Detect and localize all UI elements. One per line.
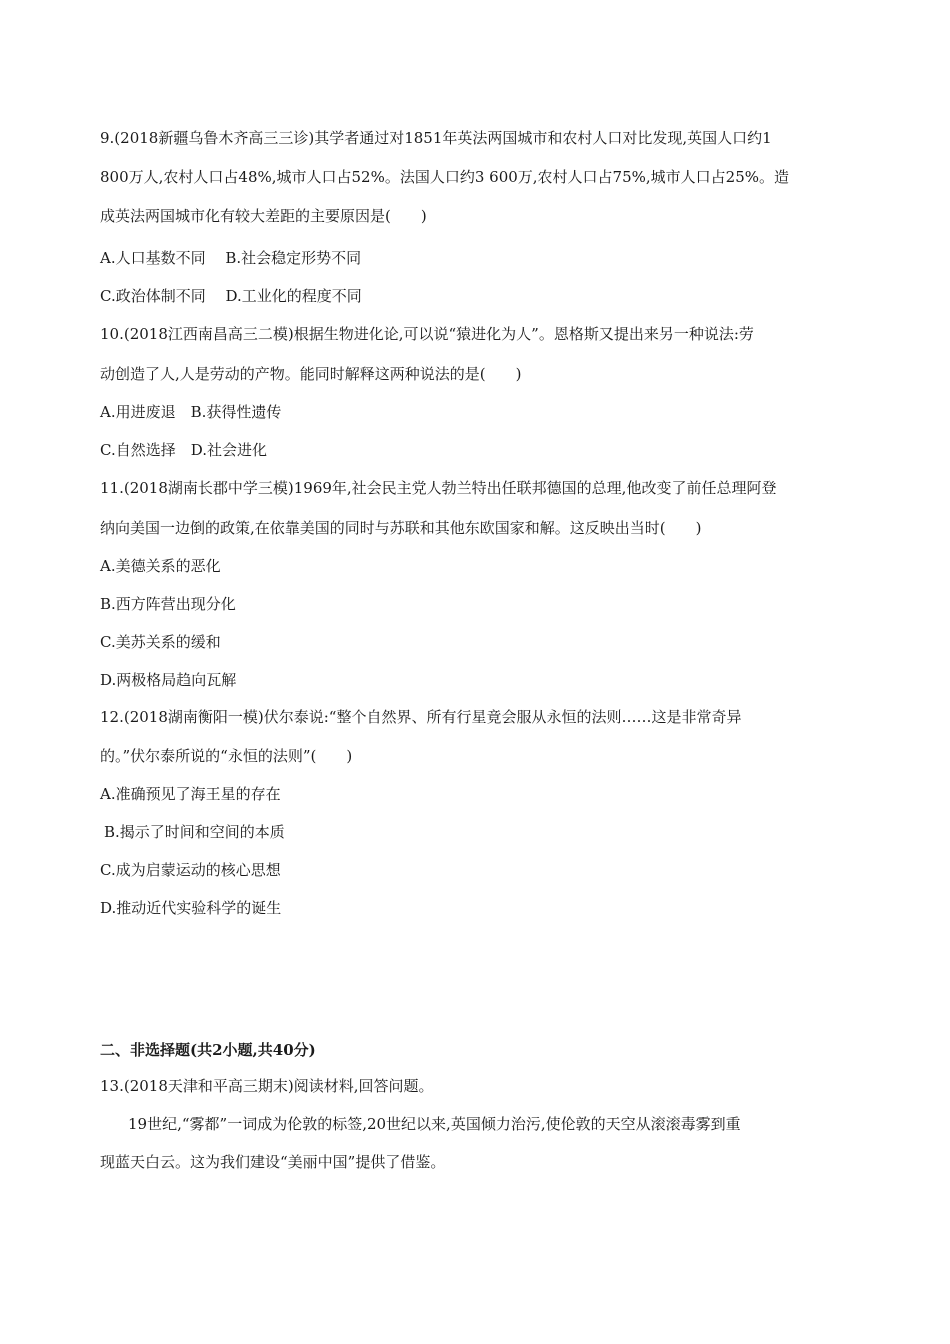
q9-options-line-1: A.人口基数不同 B.社会稳定形势不同 <box>100 249 362 267</box>
q9-options-line-2: C.政治体制不同 D.工业化的程度不同 <box>100 287 362 305</box>
q11-option-a: A.美德关系的恶化 <box>100 557 221 575</box>
q9-stem-line-1: 9.(2018新疆乌鲁木齐高三三诊)其学者通过对1851年英法两国城市和农村人口对比发现,英国人口约1 <box>100 129 772 147</box>
section-title: 二、非选择题(共2小题,共40分) <box>100 1041 316 1059</box>
q12-option-d: D.推动近代实验科学的诞生 <box>100 899 282 917</box>
q11-option-d: D.两极格局趋向瓦解 <box>100 671 237 689</box>
q10-options-line-1: A.用进废退 B.获得性遗传 <box>100 403 282 421</box>
q9-stem-line-3: 成英法两国城市化有较大差距的主要原因是( ) <box>100 207 427 225</box>
q11-stem-line-2: 纳向美国一边倒的政策,在依靠美国的同时与苏联和其他东欧国家和解。这反映出当时( ) <box>100 519 702 537</box>
q11-option-c: C.美苏关系的缓和 <box>100 633 221 651</box>
q12-option-a: A.准确预见了海王星的存在 <box>100 785 281 803</box>
q13-material-line-2: 现蓝天白云。这为我们建设“美丽中国”提供了借鉴。 <box>100 1153 446 1171</box>
q11-option-b: B.西方阵营出现分化 <box>100 595 236 613</box>
q13-stem-line-1: 13.(2018天津和平高三期末)阅读材料,回答问题。 <box>100 1077 434 1095</box>
q12-stem-line-2: 的。”伏尔泰所说的“永恒的法则”( ) <box>100 747 353 765</box>
q10-stem-line-1: 10.(2018江西南昌高三二模)根据生物进化论,可以说“猿进化为人”。恩格斯又提出来另一种说法:劳 <box>100 325 754 343</box>
q12-option-b: B.揭示了时间和空间的本质 <box>104 823 285 841</box>
q13-material-line-1: 19世纪,“雾都”一词成为伦敦的标签,20世纪以来,英国倾力治污,使伦敦的天空从滚滚毒雾到重 <box>128 1115 741 1133</box>
q9-stem-line-2: 800万人,农村人口占48%,城市人口占52%。法国人口约3 600万,农村人口占75%,城市人口占25%。造 <box>100 168 790 186</box>
q10-options-line-2: C.自然选择 D.社会进化 <box>100 441 267 459</box>
q10-stem-line-2: 动创造了人,人是劳动的产物。能同时解释这两种说法的是( ) <box>100 365 522 383</box>
q12-option-c: C.成为启蒙运动的核心思想 <box>100 861 281 879</box>
q12-stem-line-1: 12.(2018湖南衡阳一模)伏尔泰说:“整个自然界、所有行星竟会服从永恒的法则……这是非常奇异 <box>100 708 742 726</box>
q11-stem-line-1: 11.(2018湖南长郡中学三模)1969年,社会民主党人勃兰特出任联邦德国的总理,他改变了前任总理阿登 <box>100 479 777 497</box>
